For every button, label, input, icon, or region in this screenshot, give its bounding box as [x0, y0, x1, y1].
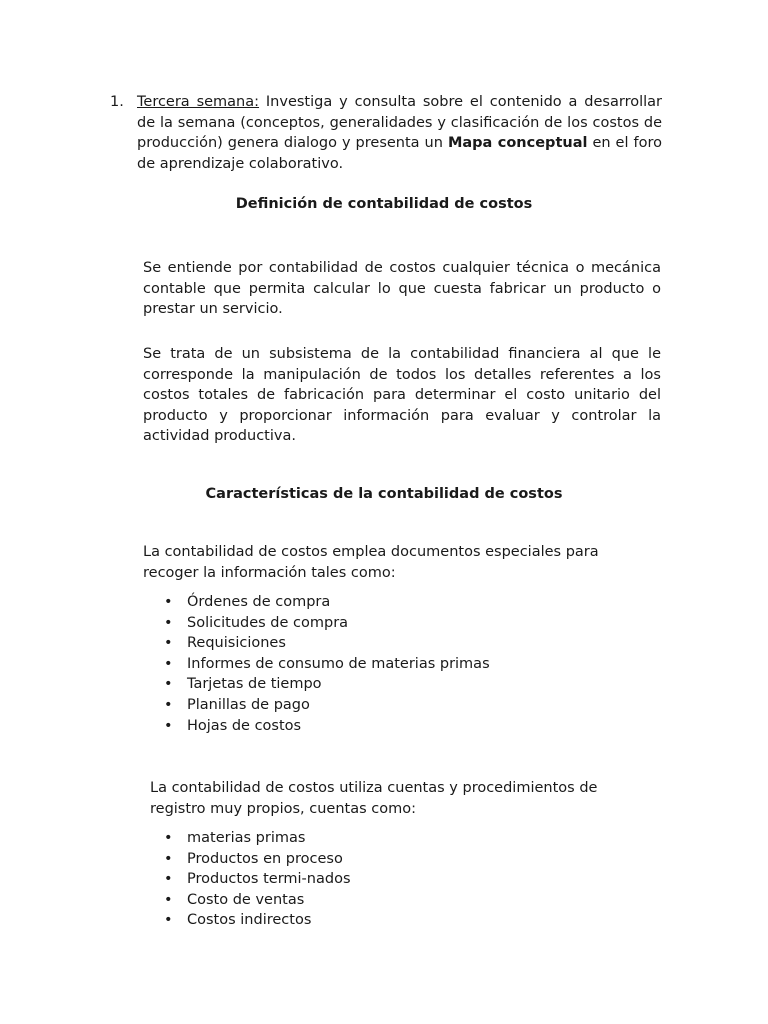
list-item: • Productos termi-nados — [160, 869, 620, 890]
task-bold: Mapa conceptual — [447, 135, 588, 151]
section1-heading: Definición de contabilidad de costos — [235, 196, 533, 212]
section2-intro-2: La contabilidad de costos utiliza cuentas y procedimientos de registro muy propios, cuentas como: — [150, 780, 598, 817]
list-item: • Tarjetas de tiempo — [160, 674, 620, 695]
list-item: • Requisiciones — [160, 633, 620, 654]
list-item: • Costo de ventas — [160, 890, 620, 911]
list-item: • Hojas de costos — [160, 716, 620, 737]
list-item: • Solicitudes de compra — [160, 613, 620, 634]
task-label: Tercera semana: — [137, 94, 260, 110]
list-item: • Costos indirectos — [160, 910, 620, 931]
section2-heading: Características de la contabilidad de costos — [205, 486, 563, 502]
task-item — [110, 92, 662, 174]
task-text-after: en el foro de aprendizaje colaborativo. — [137, 135, 662, 172]
section1-paragraph-1: Se entiende por contabilidad de costos cualquier técnica o mecánica contable que permita calcular lo que cuesta fabricar un producto o prestar un servicio. — [143, 260, 661, 317]
section1-paragraph-2: Se trata de un subsistema de la contabilidad financiera al que le corresponde la manipulación de todos los detalles referentes a los costos totales de fabricación para determinar el costo unitario del producto y proporcionar información para evaluar y controlar la actividad productiva. — [143, 346, 661, 444]
section2-intro-1: La contabilidad de costos emplea documentos especiales para recoger la información tales como: — [143, 544, 599, 581]
task-number: 1. — [110, 94, 124, 110]
list-item: • Informes de consumo de materias primas — [160, 654, 620, 675]
accounts-list — [160, 828, 620, 931]
task-text — [137, 92, 662, 174]
task-text-before: Investiga y consulta sobre el contenido a desarrollar de la semana (conceptos, generalidades y clasificación de los costos de producción) genera dialogo y presenta un — [137, 94, 662, 151]
list-item: • Planillas de pago — [160, 695, 620, 716]
documents-list — [160, 592, 620, 736]
list-item: • Órdenes de compra — [160, 592, 620, 613]
list-item: • Productos en proceso — [160, 849, 620, 870]
list-item: • materias primas — [160, 828, 620, 849]
